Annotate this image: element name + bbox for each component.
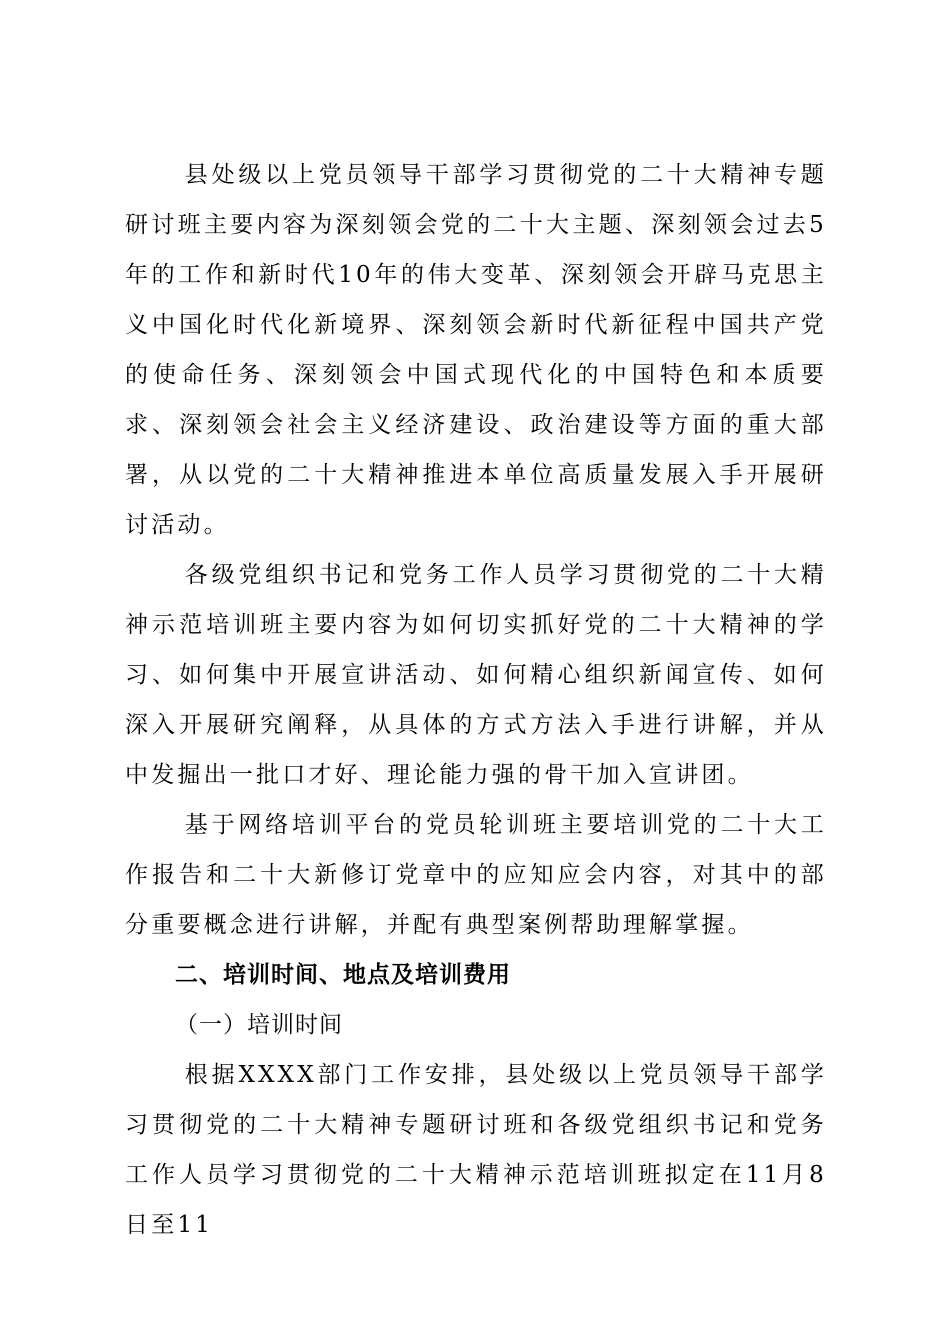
section-heading: 二、培训时间、地点及培训费用 (175, 962, 511, 988)
paragraph-online-training-content: 基于网络培训平台的党员轮训班主要培训党的二十大工作报告和二十大新修订党章中的应知应会内容，对其中的部分重要概念进行讲解，并配有典型案例帮助理解掌握。 (125, 812, 827, 938)
subsection-heading: （一）培训时间 (175, 1012, 343, 1038)
paragraph-seminar-content: 县处级以上党员领导干部学习贯彻党的二十大精神专题研讨班主要内容为深刻领会党的二十大主题、深刻领会过去5年的工作和新时代10年的伟大变革、深刻领会开辟马克思主义中国化时代化新境界、深刻领会新时代新征程中国共产党的使命任务、深刻领会中国式现代化的中国特色和本质要求、深刻领会社会主义经济建设、政治建设等方面的重大部署，从以党的二十大精神推进本单位高质量发展入手开展研讨活动。 (125, 162, 827, 538)
document-body (125, 150, 827, 1250)
paragraph-training-schedule: 根据XXXX部门工作安排，县处级以上党员领导干部学习贯彻党的二十大精神专题研讨班和各级党组织书记和党务工作人员学习贯彻党的二十大精神示范培训班拟定在11月8日至11 (125, 1062, 827, 1238)
paragraph-demo-training-content: 各级党组织书记和党务工作人员学习贯彻党的二十大精神示范培训班主要内容为如何切实抓好党的二十大精神的学习、如何集中开展宣讲活动、如何精心组织新闻宣传、如何深入开展研究阐释，从具体的方式方法入手进行讲解，并从中发掘出一批口才好、理论能力强的骨干加入宣讲团。 (125, 562, 827, 788)
